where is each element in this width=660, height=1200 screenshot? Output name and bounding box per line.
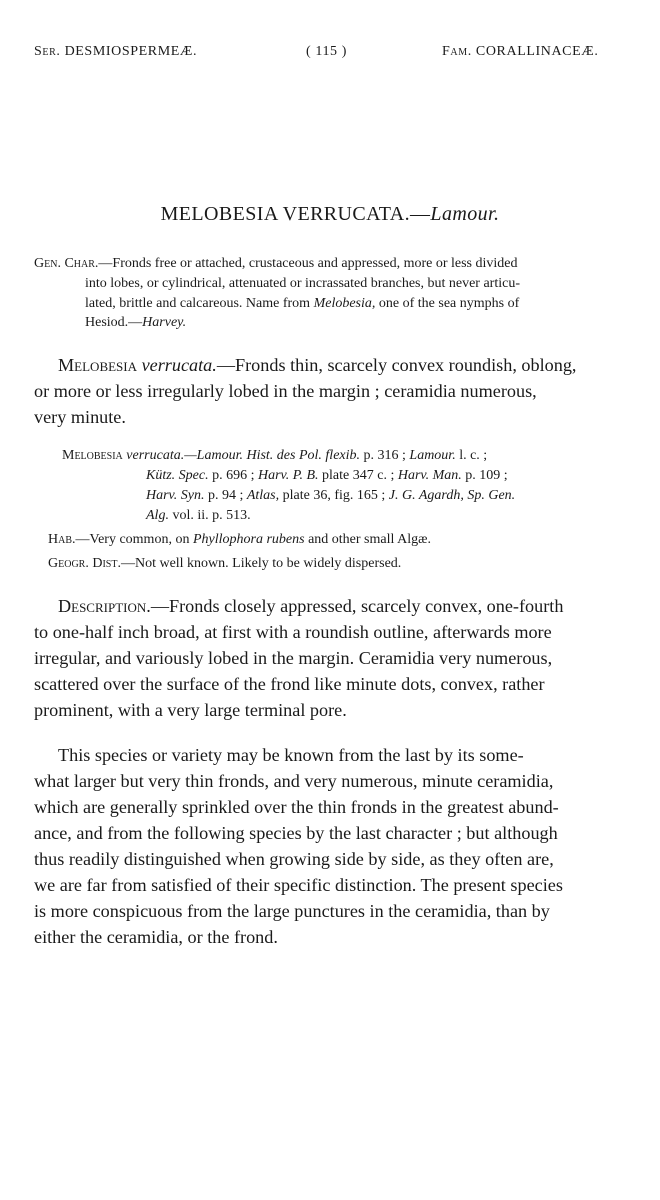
header-family: Fam. CORALLINACEÆ. [442,44,599,59]
gen-char-harvey: Harvey. [142,315,187,330]
gen-char-line-4 [85,315,186,331]
ref-kutz: Kütz. Spec. [146,468,209,483]
notes-line-7: is more conspicuous from the large punctures in the ceramidia, than by [34,901,550,921]
reference-line-1 [62,448,487,464]
ref-lamour-1: —Lamour. [184,448,243,463]
description-line-1 [58,596,563,617]
notes-line-6: we are far from satisfied of their specific distinction. The present species [34,875,563,895]
species-diagnosis-line-2: or more or less irregularly lobed in the margin ; ceramidia numerous, [34,381,537,401]
notes-line-1: This species or variety may be known from the last by its some- [58,745,524,765]
gen-char-text-4: Hesiod.— [85,315,143,330]
ref-agardh: J. G. Agardh, Sp. Gen. [388,488,516,503]
ref-genus: Melobesia [62,448,123,463]
description-line-5: prominent, with a very large terminal pore. [34,700,347,720]
ref-lamour-2: Lamour. [409,448,456,463]
title-dash: — [410,203,431,225]
notes-line-4: ance, and from the following species by the last character ; but although [34,823,558,843]
ref-harv-syn: Harv. Syn. [146,488,205,503]
notes-line-8: either the ceramidia, or the frond. [34,927,278,947]
ref-lc: l. c. ; [459,448,488,463]
species-epithet: verrucata. [141,355,217,375]
gen-char-text-3: lated, brittle and calcareous. Name from [85,296,311,311]
description-line-3: irregular, and variously lobed in the margin. Ceramidia very numerous, [34,648,553,668]
geography-label: Geogr. Dist. [48,556,121,571]
gen-char-melobesia: Melobesia, [313,296,376,311]
notes-line-3: which are generally sprinkled over the thin fronds in the greatest abund- [34,797,559,817]
habitat-label: Hab. [48,532,76,547]
species-diagnosis-line-1 [58,355,576,376]
reference-line-4 [146,508,251,524]
gen-char-line-2: into lobes, or cylindrical, attenuated or incrassated branches, but never articu- [85,276,520,291]
species-title-author: Lamour. [430,203,500,225]
gen-char-line-1 [34,256,518,272]
description-label: Description. [58,596,151,616]
ref-page-316: p. 316 ; [363,448,406,463]
ref-vol-ii: vol. ii. p. 513. [172,508,251,523]
page-number: ( 115 ) [306,44,348,59]
geography-line [48,556,401,572]
gen-char-text-3b: one of the sea nymphs of [378,296,520,311]
species-diagnosis-line-3: very minute. [34,407,126,427]
ref-alg: Alg. [146,508,169,523]
description-line-4: scattered over the surface of the frond like minute dots, convex, rather [34,674,545,694]
species-title [0,203,660,226]
reference-line-2 [146,468,508,484]
ref-plate-36: plate 36, fig. 165 ; [282,488,386,503]
ref-atlas: Atlas, [246,488,280,503]
species-text-1: —Fronds thin, scarcely convex roundish, oblong, [216,355,577,375]
geography-text: —Not well known. Likely to be widely dispersed. [120,556,402,571]
ref-hist-pol: Hist. des Pol. flexib. [246,448,361,463]
ref-plate-347: plate 347 c. ; [322,468,395,483]
gen-char-line-3 [85,296,519,312]
ref-p696: p. 696 ; [212,468,255,483]
description-text-1: —Fronds closely appressed, scarcely convex, one-fourth [150,596,564,616]
reference-line-3 [146,488,515,504]
species-title-name: MELOBESIA VERRUCATA. [160,203,411,225]
ref-p109: p. 109 ; [465,468,508,483]
ref-p94: p. 94 ; [207,488,244,503]
gen-char-label: Gen. Char. [34,256,99,271]
ref-harv-man: Harv. Man. [397,468,462,483]
gen-char-text-1: —Fronds free or attached, crustaceous and appressed, more or less divided [98,256,518,271]
species-genus: Melobesia [58,355,138,375]
notes-line-2: what larger but very thin fronds, and very numerous, minute ceramidia, [34,771,554,791]
header-series: Ser. DESMIOSPERMEÆ. [34,44,198,59]
habitat-text-b: and other small Algæ. [308,532,431,547]
ref-epithet: verrucata. [126,448,185,463]
ref-harv-pb: Harv. P. B. [258,468,319,483]
description-line-2: to one-half inch broad, at first with a roundish outline, afterwards more [34,622,552,642]
notes-line-5: thus readily distinguished when growing side by side, as they often are, [34,849,554,869]
habitat-line [48,532,431,548]
habitat-phyllophora: Phyllophora rubens [192,532,305,547]
habitat-text-a: —Very common, on [75,532,190,547]
